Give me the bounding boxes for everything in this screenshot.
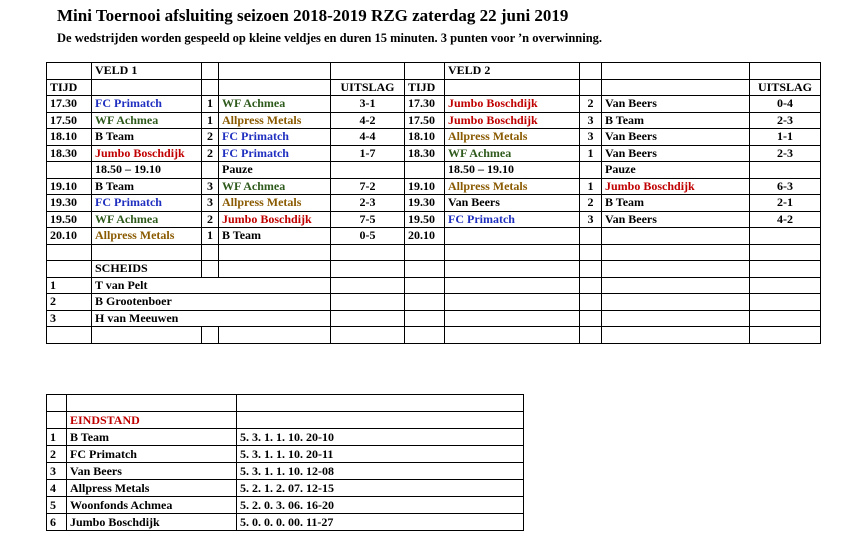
veld1-score: 4-4 bbox=[331, 129, 405, 146]
empty-cell bbox=[202, 244, 219, 261]
veld1-time: 20.10 bbox=[47, 228, 92, 245]
veld2-referee-number: 1 bbox=[580, 178, 602, 195]
empty-cell bbox=[202, 162, 219, 179]
standings-row bbox=[47, 514, 524, 531]
veld2-home-team: WF Achmea bbox=[445, 145, 580, 162]
page-subtitle: De wedstrijden worden gespeeld op kleine veldjes en duren 15 minuten. 3 punten voor ’n overwinning. bbox=[57, 31, 603, 45]
veld1-away-team: Jumbo Boschdijk bbox=[219, 211, 331, 228]
empty-cell bbox=[219, 244, 331, 261]
empty-cell bbox=[405, 261, 445, 278]
standings-position: 3 bbox=[47, 463, 67, 480]
scheids-name: H van Meeuwen bbox=[92, 310, 331, 327]
pauze-row bbox=[47, 162, 821, 179]
veld1-referee-number: 2 bbox=[202, 129, 219, 146]
match-row bbox=[47, 228, 821, 245]
uitslag-header: UITSLAG bbox=[750, 79, 821, 96]
empty-cell bbox=[67, 395, 237, 412]
empty-cell bbox=[750, 294, 821, 311]
veld2-label: VELD 2 bbox=[445, 63, 580, 80]
match-row bbox=[47, 178, 821, 195]
standings-team: B Team bbox=[67, 429, 237, 446]
empty-cell bbox=[580, 294, 602, 311]
empty-cell bbox=[445, 261, 580, 278]
uitslag-header: UITSLAG bbox=[331, 79, 405, 96]
veld1-time: 19.50 bbox=[47, 211, 92, 228]
veld1-away-team: FC Primatch bbox=[219, 129, 331, 146]
veld1-home-team: Allpress Metals bbox=[92, 228, 202, 245]
scheids-number: 3 bbox=[47, 310, 92, 327]
veld1-time: 18.30 bbox=[47, 145, 92, 162]
veld2-referee-number: 1 bbox=[580, 145, 602, 162]
veld1-referee-number: 2 bbox=[202, 145, 219, 162]
empty-cell bbox=[602, 294, 750, 311]
empty-cell bbox=[750, 327, 821, 344]
empty-cell bbox=[580, 79, 602, 96]
blank-row bbox=[47, 327, 821, 344]
empty-cell bbox=[331, 327, 405, 344]
veld2-time: 17.30 bbox=[405, 96, 445, 113]
empty-cell bbox=[445, 79, 580, 96]
veld1-referee-number: 2 bbox=[202, 211, 219, 228]
standings-team: Jumbo Boschdijk bbox=[67, 514, 237, 531]
empty-cell bbox=[445, 277, 580, 294]
tijd-header: TIJD bbox=[47, 79, 92, 96]
standings-position: 1 bbox=[47, 429, 67, 446]
empty-cell bbox=[92, 327, 202, 344]
standings-stats: 5. 0. 0. 0. 00. 11-27 bbox=[237, 514, 524, 531]
standings-stats: 5. 3. 1. 1. 10. 20-10 bbox=[237, 429, 524, 446]
eindstand-label: EINDSTAND bbox=[67, 412, 237, 429]
veld2-referee-number: 3 bbox=[580, 129, 602, 146]
empty-cell bbox=[602, 277, 750, 294]
standings-header-row bbox=[47, 412, 524, 429]
blank-row bbox=[47, 244, 821, 261]
veld1-time: 17.30 bbox=[47, 96, 92, 113]
standings-position: 5 bbox=[47, 497, 67, 514]
veld1-score: 2-3 bbox=[331, 195, 405, 212]
veld2-score: 2-3 bbox=[750, 112, 821, 129]
empty-cell bbox=[47, 327, 92, 344]
empty-cell bbox=[445, 294, 580, 311]
veld2-referee-number: 3 bbox=[580, 211, 602, 228]
match-row bbox=[47, 211, 821, 228]
empty-cell bbox=[580, 327, 602, 344]
veld2-referee-number: 3 bbox=[580, 112, 602, 129]
veld2-home-team: Jumbo Boschdijk bbox=[445, 96, 580, 113]
standings-row bbox=[47, 480, 524, 497]
empty-cell bbox=[750, 261, 821, 278]
empty-cell bbox=[750, 310, 821, 327]
veld2-referee-number bbox=[580, 228, 602, 245]
column-header-row bbox=[47, 79, 821, 96]
veld2-score: 4-2 bbox=[750, 211, 821, 228]
empty-cell bbox=[219, 63, 331, 80]
pauze-time-veld2: 18.50 – 19.10 bbox=[445, 162, 580, 179]
scheids-label: SCHEIDS bbox=[92, 261, 202, 278]
veld2-time: 17.50 bbox=[405, 112, 445, 129]
standings-stats: 5. 2. 1. 2. 07. 12-15 bbox=[237, 480, 524, 497]
empty-cell bbox=[405, 327, 445, 344]
empty-cell bbox=[237, 395, 524, 412]
veld2-referee-number: 2 bbox=[580, 195, 602, 212]
empty-cell bbox=[92, 244, 202, 261]
veld2-referee-number: 2 bbox=[580, 96, 602, 113]
veld1-referee-number: 3 bbox=[202, 195, 219, 212]
empty-cell bbox=[405, 63, 445, 80]
empty-cell bbox=[331, 261, 405, 278]
veld2-away-team: Jumbo Boschdijk bbox=[602, 178, 750, 195]
veld2-score: 1-1 bbox=[750, 129, 821, 146]
empty-cell bbox=[405, 310, 445, 327]
standings-position: 4 bbox=[47, 480, 67, 497]
empty-cell bbox=[445, 327, 580, 344]
veld2-away-team: B Team bbox=[602, 112, 750, 129]
empty-cell bbox=[237, 412, 524, 429]
scheids-number: 1 bbox=[47, 277, 92, 294]
match-row bbox=[47, 195, 821, 212]
empty-cell bbox=[331, 310, 405, 327]
empty-cell bbox=[202, 79, 219, 96]
empty-cell bbox=[602, 327, 750, 344]
empty-cell bbox=[331, 277, 405, 294]
veld1-home-team: B Team bbox=[92, 129, 202, 146]
veld1-home-team: B Team bbox=[92, 178, 202, 195]
veld1-referee-number: 1 bbox=[202, 112, 219, 129]
empty-cell bbox=[445, 244, 580, 261]
standings-team: Van Beers bbox=[67, 463, 237, 480]
scheids-row bbox=[47, 277, 821, 294]
veld1-score: 1-7 bbox=[331, 145, 405, 162]
veld1-referee-number: 3 bbox=[202, 178, 219, 195]
veld1-away-team: WF Achmea bbox=[219, 178, 331, 195]
empty-cell bbox=[405, 294, 445, 311]
empty-cell bbox=[47, 261, 92, 278]
empty-cell bbox=[445, 310, 580, 327]
veld1-label: VELD 1 bbox=[92, 63, 202, 80]
veld2-away-team bbox=[602, 228, 750, 245]
veld2-away-team: Van Beers bbox=[602, 145, 750, 162]
standings-stats: 5. 3. 1. 1. 10. 12-08 bbox=[237, 463, 524, 480]
veld2-score: 0-4 bbox=[750, 96, 821, 113]
empty-cell bbox=[202, 261, 219, 278]
empty-cell bbox=[602, 261, 750, 278]
pauze-label-veld1: Pauze bbox=[219, 162, 331, 179]
veld2-time: 19.30 bbox=[405, 195, 445, 212]
veld1-score: 7-5 bbox=[331, 211, 405, 228]
veld1-score: 0-5 bbox=[331, 228, 405, 245]
scheids-row bbox=[47, 310, 821, 327]
empty-cell bbox=[580, 244, 602, 261]
standings-stats: 5. 2. 0. 3. 06. 16-20 bbox=[237, 497, 524, 514]
veld1-score: 4-2 bbox=[331, 112, 405, 129]
empty-cell bbox=[219, 261, 331, 278]
empty-cell bbox=[580, 277, 602, 294]
empty-cell bbox=[47, 395, 67, 412]
veld2-score: 2-1 bbox=[750, 195, 821, 212]
schedule-table bbox=[46, 62, 821, 344]
empty-cell bbox=[602, 244, 750, 261]
empty-cell bbox=[405, 162, 445, 179]
veld2-time: 18.30 bbox=[405, 145, 445, 162]
empty-cell bbox=[202, 327, 219, 344]
standings-stats: 5. 3. 1. 1. 10. 20-11 bbox=[237, 446, 524, 463]
empty-cell bbox=[750, 63, 821, 80]
match-row bbox=[47, 112, 821, 129]
standings-table bbox=[46, 394, 524, 531]
veld1-away-team: FC Primatch bbox=[219, 145, 331, 162]
veld1-referee-number: 1 bbox=[202, 228, 219, 245]
page-title: Mini Toernooi afsluiting seizoen 2018-2019 RZG zaterdag 22 juni 2019 bbox=[57, 6, 569, 25]
veld-header-row bbox=[47, 63, 821, 80]
scheids-name: T van Pelt bbox=[92, 277, 331, 294]
standings-row bbox=[47, 463, 524, 480]
veld1-time: 18.10 bbox=[47, 129, 92, 146]
veld1-away-team: B Team bbox=[219, 228, 331, 245]
veld2-away-team: Van Beers bbox=[602, 96, 750, 113]
veld2-home-team: Allpress Metals bbox=[445, 129, 580, 146]
veld1-home-team: WF Achmea bbox=[92, 211, 202, 228]
empty-cell bbox=[580, 310, 602, 327]
empty-cell bbox=[331, 162, 405, 179]
veld1-home-team: FC Primatch bbox=[92, 195, 202, 212]
scheids-name: B Grootenboer bbox=[92, 294, 331, 311]
veld1-score: 7-2 bbox=[331, 178, 405, 195]
empty-cell bbox=[331, 63, 405, 80]
standings-blank-row bbox=[47, 395, 524, 412]
veld2-home-team: FC Primatch bbox=[445, 211, 580, 228]
veld1-home-team: FC Primatch bbox=[92, 96, 202, 113]
pauze-time-veld1: 18.50 – 19.10 bbox=[92, 162, 202, 179]
veld2-home-team: Jumbo Boschdijk bbox=[445, 112, 580, 129]
veld2-away-team: Van Beers bbox=[602, 211, 750, 228]
empty-cell bbox=[47, 63, 92, 80]
veld1-away-team: WF Achmea bbox=[219, 96, 331, 113]
empty-cell bbox=[405, 244, 445, 261]
veld2-score: 2-3 bbox=[750, 145, 821, 162]
empty-cell bbox=[750, 244, 821, 261]
veld2-time: 19.10 bbox=[405, 178, 445, 195]
empty-cell bbox=[331, 294, 405, 311]
empty-cell bbox=[750, 162, 821, 179]
veld1-score: 3-1 bbox=[331, 96, 405, 113]
veld2-time: 19.50 bbox=[405, 211, 445, 228]
match-row bbox=[47, 96, 821, 113]
tijd-header: TIJD bbox=[405, 79, 445, 96]
standings-row bbox=[47, 497, 524, 514]
empty-cell bbox=[580, 162, 602, 179]
veld1-away-team: Allpress Metals bbox=[219, 112, 331, 129]
veld2-away-team: B Team bbox=[602, 195, 750, 212]
empty-cell bbox=[219, 327, 331, 344]
empty-cell bbox=[219, 79, 331, 96]
standings-team: Woonfonds Achmea bbox=[67, 497, 237, 514]
veld2-score bbox=[750, 228, 821, 245]
veld1-home-team: Jumbo Boschdijk bbox=[92, 145, 202, 162]
scheids-header-row bbox=[47, 261, 821, 278]
standings-position: 6 bbox=[47, 514, 67, 531]
veld1-home-team: WF Achmea bbox=[92, 112, 202, 129]
veld1-away-team: Allpress Metals bbox=[219, 195, 331, 212]
veld2-score: 6-3 bbox=[750, 178, 821, 195]
empty-cell bbox=[92, 79, 202, 96]
empty-cell bbox=[580, 261, 602, 278]
veld2-away-team: Van Beers bbox=[602, 129, 750, 146]
empty-cell bbox=[602, 79, 750, 96]
veld1-referee-number: 1 bbox=[202, 96, 219, 113]
pauze-label-veld2: Pauze bbox=[602, 162, 750, 179]
empty-cell bbox=[580, 63, 602, 80]
standings-team: FC Primatch bbox=[67, 446, 237, 463]
scheids-number: 2 bbox=[47, 294, 92, 311]
veld2-time: 18.10 bbox=[405, 129, 445, 146]
veld2-home-team: Van Beers bbox=[445, 195, 580, 212]
veld2-home-team: Allpress Metals bbox=[445, 178, 580, 195]
empty-cell bbox=[750, 277, 821, 294]
standings-row bbox=[47, 446, 524, 463]
empty-cell bbox=[602, 63, 750, 80]
veld1-time: 19.30 bbox=[47, 195, 92, 212]
empty-cell bbox=[602, 310, 750, 327]
empty-cell bbox=[47, 162, 92, 179]
empty-cell bbox=[405, 277, 445, 294]
empty-cell bbox=[47, 244, 92, 261]
scheids-row bbox=[47, 294, 821, 311]
empty-cell bbox=[331, 244, 405, 261]
standings-team: Allpress Metals bbox=[67, 480, 237, 497]
veld1-time: 19.10 bbox=[47, 178, 92, 195]
match-row bbox=[47, 145, 821, 162]
veld2-home-team bbox=[445, 228, 580, 245]
standings-position: 2 bbox=[47, 446, 67, 463]
empty-cell bbox=[47, 412, 67, 429]
empty-cell bbox=[202, 63, 219, 80]
veld1-time: 17.50 bbox=[47, 112, 92, 129]
standings-row bbox=[47, 429, 524, 446]
match-row bbox=[47, 129, 821, 146]
veld2-time: 20.10 bbox=[405, 228, 445, 245]
